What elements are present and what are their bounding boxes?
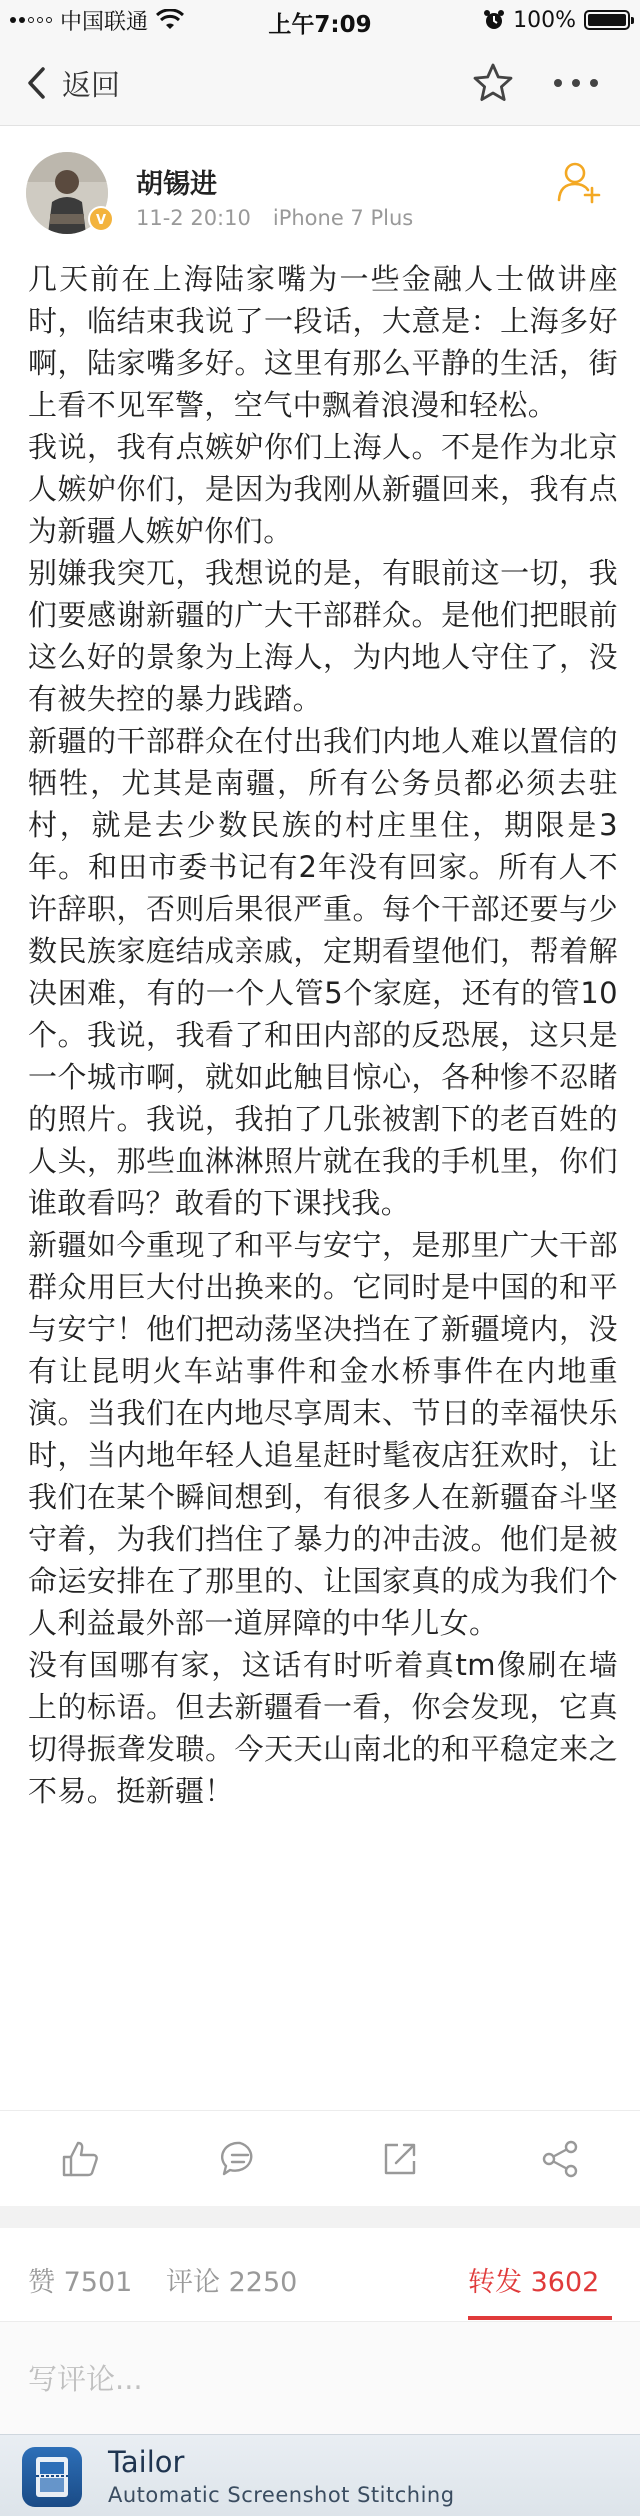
status-right [483, 6, 630, 34]
post-paragraph: 没有国哪有家，这话有时听着真tm像刷在墙上的标语。但去新疆看一看，你会发现，它真切得振聋发聩。今天天山南北的和平稳定来之不易。挺新疆！ [28, 1648, 618, 1808]
author-header [0, 126, 640, 250]
status-bar [0, 0, 640, 40]
repost-icon[interactable] [378, 2137, 422, 2181]
reposts-tab[interactable]: 转发 3602 [468, 2267, 600, 2298]
comment-bar [0, 2322, 640, 2434]
post-paragraph: 几天前在上海陆家嘴为一些金融人士做讲座时，临结束我说了一段话，大意是：上海多好啊，陆家嘴多好。这里有那么平静的生活，街上看不见军警，空气中飘着浪漫和轻松。 [28, 262, 618, 422]
battery-fill [588, 14, 626, 26]
tailor-app-icon [22, 2447, 82, 2507]
stats-bar [0, 2228, 640, 2322]
post-action-bar [0, 2110, 640, 2206]
battery-percent: 100% [513, 7, 576, 33]
tailor-name: Tailor [108, 2445, 185, 2479]
post-device: iPhone 7 Plus [272, 206, 414, 230]
post-meta [136, 206, 413, 230]
share-icon[interactable] [538, 2137, 582, 2181]
verified-badge-icon [88, 206, 114, 232]
tailor-banner [0, 2434, 640, 2516]
post-content [28, 258, 618, 1812]
post-paragraph: 别嫌我突兀，我想说的是，有眼前这一切，我们要感谢新疆的广大干部群众。是他们把眼前这么好的景象为上海人，为内地人守住了，没有被失控的暴力践踏。 [28, 556, 618, 716]
likes-tab[interactable]: 赞 7501 [28, 2267, 133, 2298]
active-tab-indicator [468, 2316, 612, 2320]
nav-bar [0, 40, 640, 126]
section-divider [0, 2206, 640, 2228]
post-paragraph: 新疆如今重现了和平与安宁，是那里广大干部群众用巨大付出换来的。它同时是中国的和平与安宁！他们把动荡坚决挡在了新疆境内，没有让昆明火车站事件和金水桥事件在内地重演。当我们在内地尽享周末、节日的幸福快乐时，当内地年轻人追星赶时髦夜店狂欢时，让我们在某个瞬间想到，有很多人在新疆奋斗坚守着，为我们挡住了暴力的冲击波。他们是被命运安排在了那里的、让国家真的成为我们个人利益最外部一道屏障的中华儿女。 [28, 1228, 618, 1640]
back-label: 返回 [62, 67, 121, 102]
comment-input[interactable] [28, 2354, 612, 2404]
tailor-tagline: Automatic Screenshot Stitching [108, 2483, 455, 2507]
favorite-star-icon[interactable] [472, 62, 514, 104]
battery-icon [584, 10, 630, 30]
back-button[interactable] [26, 60, 120, 106]
post-date: 11-2 20:10 [136, 206, 251, 230]
comment-bubble-icon[interactable] [218, 2137, 262, 2181]
chevron-left-icon [26, 66, 46, 100]
svg-text:V: V [95, 213, 107, 228]
follow-user-icon[interactable] [556, 160, 606, 204]
comments-tab[interactable]: 评论 2250 [166, 2267, 298, 2298]
alarm-icon [483, 9, 505, 31]
post-paragraph: 我说，我有点嫉妒你们上海人。不是作为北京人嫉妒你们，是因为我刚从新疆回来，我有点为新疆人嫉妒你们。 [28, 430, 618, 548]
post-paragraph: 新疆的干部群众在付出我们内地人难以置信的牺牲，尤其是南疆，所有公务员都必须去驻村，就是去少数民族的村庄里住，期限是3年。和田市委书记有2年没有回家。所有人不许辞职，否则后果很严重。每个干部还要与少数民族家庭结成亲戚，定期看望他们，帮着解决困难，有的一个人管5个家庭，还有的管10个。我说，我看了和田内部的反恐展，这只是一个城市啊，就如此触目惊心，各种惨不忍睹的照片。我说，我拍了几张被割下的老百姓的人头，那些血淋淋照片就在我的手机里，你们谁敢看吗？敢看的下课找我。 [28, 724, 618, 1220]
thumbs-up-icon[interactable] [58, 2137, 102, 2181]
more-options-icon[interactable] [548, 62, 604, 104]
status-time: 上午7:09 [268, 12, 372, 38]
carrier-label: 中国联通 [60, 9, 149, 35]
author-name[interactable]: 胡锡进 [136, 169, 217, 200]
